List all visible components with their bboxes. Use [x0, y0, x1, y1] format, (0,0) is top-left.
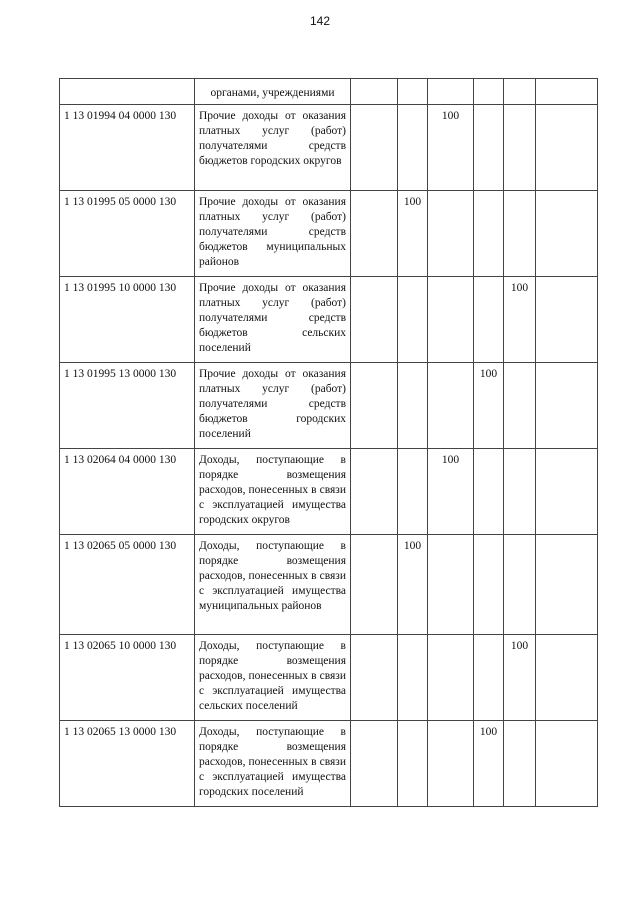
percent-cell [398, 635, 428, 721]
percent-cell [536, 635, 598, 721]
table-row [60, 449, 598, 535]
percent-cell [536, 535, 598, 635]
table-body [60, 79, 598, 807]
kbk-code-cell: 1 13 01995 13 0000 130 [60, 363, 195, 449]
table-row [60, 535, 598, 635]
table-row [60, 277, 598, 363]
table-row [60, 635, 598, 721]
percent-cell [536, 79, 598, 105]
table-row [60, 721, 598, 807]
revenue-name-cell: органами, учреждениями [195, 79, 351, 105]
percent-cell [504, 721, 536, 807]
percent-cell [428, 277, 474, 363]
kbk-code-cell: 1 13 02065 13 0000 130 [60, 721, 195, 807]
kbk-code-cell: 1 13 02065 05 0000 130 [60, 535, 195, 635]
percent-cell [474, 535, 504, 635]
percent-cell: 100 [504, 277, 536, 363]
kbk-code-cell: 1 13 01994 04 0000 130 [60, 105, 195, 191]
percent-cell: 100 [504, 635, 536, 721]
percent-cell [428, 191, 474, 277]
percent-cell [351, 277, 398, 363]
percent-cell [398, 721, 428, 807]
percent-cell [351, 105, 398, 191]
percent-cell: 100 [398, 191, 428, 277]
kbk-code-cell: 1 13 01995 05 0000 130 [60, 191, 195, 277]
percent-cell [504, 79, 536, 105]
percent-cell [428, 635, 474, 721]
percent-cell [474, 449, 504, 535]
percent-cell [536, 191, 598, 277]
percent-cell [351, 79, 398, 105]
percent-cell [351, 635, 398, 721]
percent-cell [351, 191, 398, 277]
revenue-table [59, 78, 598, 807]
revenue-name-cell: Прочие доходы от оказания платных услуг (работ) получателями средств бюджетов городских поселений [195, 363, 351, 449]
percent-cell [504, 535, 536, 635]
percent-cell [398, 363, 428, 449]
percent-cell: 100 [474, 363, 504, 449]
table-row [60, 191, 598, 277]
table-row [60, 79, 598, 105]
percent-cell [474, 191, 504, 277]
percent-cell [398, 105, 428, 191]
percent-cell [504, 449, 536, 535]
percent-cell [351, 721, 398, 807]
percent-cell [428, 79, 474, 105]
percent-cell: 100 [428, 105, 474, 191]
percent-cell [504, 191, 536, 277]
percent-cell [536, 277, 598, 363]
table-row [60, 105, 598, 191]
percent-cell [398, 79, 428, 105]
percent-cell [474, 277, 504, 363]
percent-cell: 100 [474, 721, 504, 807]
percent-cell [474, 79, 504, 105]
percent-cell [428, 363, 474, 449]
percent-cell [504, 105, 536, 191]
table-row [60, 363, 598, 449]
percent-cell [536, 105, 598, 191]
kbk-code-cell [60, 79, 195, 105]
revenue-name-cell: Прочие доходы от оказания платных услуг (работ) получателями средств бюджетов сельских поселений [195, 277, 351, 363]
percent-cell [398, 277, 428, 363]
percent-cell [351, 535, 398, 635]
revenue-name-cell: Доходы, поступающие в порядке возмещения расходов, понесенных в связи с эксплуатацией имущества городских поселений [195, 721, 351, 807]
percent-cell [428, 721, 474, 807]
percent-cell [351, 449, 398, 535]
percent-cell [351, 363, 398, 449]
percent-cell [536, 363, 598, 449]
page-number: 142 [309, 14, 331, 28]
percent-cell [504, 363, 536, 449]
revenue-name-cell: Доходы, поступающие в порядке возмещения расходов, понесенных в связи с эксплуатацией имущества сельских поселений [195, 635, 351, 721]
percent-cell [398, 449, 428, 535]
revenue-name-cell: Доходы, поступающие в порядке возмещения расходов, понесенных в связи с эксплуатацией имущества городских округов [195, 449, 351, 535]
kbk-code-cell: 1 13 02065 10 0000 130 [60, 635, 195, 721]
percent-cell [474, 105, 504, 191]
percent-cell: 100 [398, 535, 428, 635]
revenue-name-cell: Прочие доходы от оказания платных услуг (работ) получателями средств бюджетов городских округов [195, 105, 351, 191]
percent-cell [536, 449, 598, 535]
percent-cell [428, 535, 474, 635]
percent-cell [474, 635, 504, 721]
percent-cell [536, 721, 598, 807]
kbk-code-cell: 1 13 02064 04 0000 130 [60, 449, 195, 535]
percent-cell: 100 [428, 449, 474, 535]
kbk-code-cell: 1 13 01995 10 0000 130 [60, 277, 195, 363]
revenue-name-cell: Прочие доходы от оказания платных услуг (работ) получателями средств бюджетов муниципальных районов [195, 191, 351, 277]
revenue-name-cell: Доходы, поступающие в порядке возмещения расходов, понесенных в связи с эксплуатацией имущества муниципальных районов [195, 535, 351, 635]
